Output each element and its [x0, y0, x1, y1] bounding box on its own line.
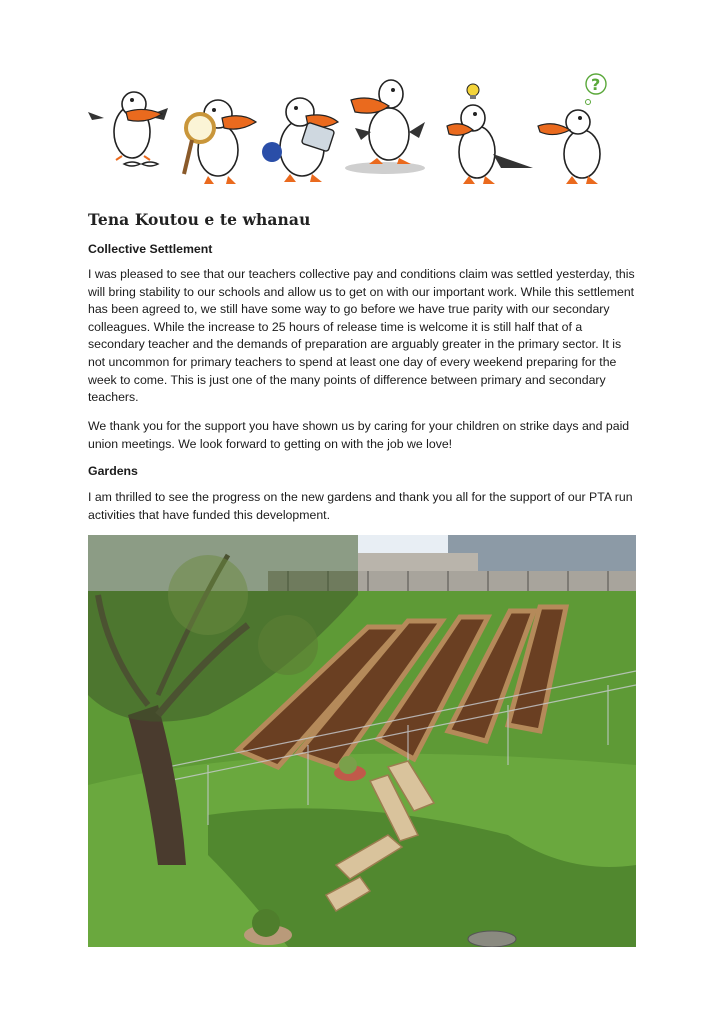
section-heading-collective-settlement: Collective Settlement [88, 242, 213, 256]
bird-with-question-icon [538, 74, 606, 184]
bird-with-tablet-icon [262, 98, 338, 182]
bird-on-spring-icon [88, 92, 168, 166]
svg-text:?: ? [591, 75, 601, 94]
garden-beds-photo [88, 535, 636, 947]
bird-with-magnifier-icon [184, 100, 256, 184]
paragraph-settlement: I was pleased to see that our teachers collective pay and conditions claim was settled yesterday, this will bring stability to our schools and allow us to get on with our important work. While this settlement has been agreed to, we still have some way to go before we have true parity with our secondary colleagues. While the increase to 25 hours of release time is welcome it is still half that of a secondary teacher and the demands of preparation are arguably greater in the primary sector. It is not uncommon for primary teachers to spend at least one day of every weekend preparing for the week to come. This is just one of the many points of difference between primary and secondary teachers. [88, 267, 635, 405]
paragraph-thanks: We thank you for the support you have shown us by caring for your children on strike days and paid union meetings. We look forward to getting on with the job we love! [88, 419, 630, 451]
paragraph-gardens: I am thrilled to see the progress on the new gardens and thank you all for the support of our PTA run activities that have funded this development. [88, 490, 633, 522]
cartoon-birds-banner [86, 72, 626, 206]
bird-laughing-icon [345, 80, 425, 174]
letter-greeting: Tena Koutou e te whanau [88, 210, 311, 229]
bird-with-lightbulb-icon [447, 84, 533, 184]
section-heading-gardens: Gardens [88, 464, 138, 478]
